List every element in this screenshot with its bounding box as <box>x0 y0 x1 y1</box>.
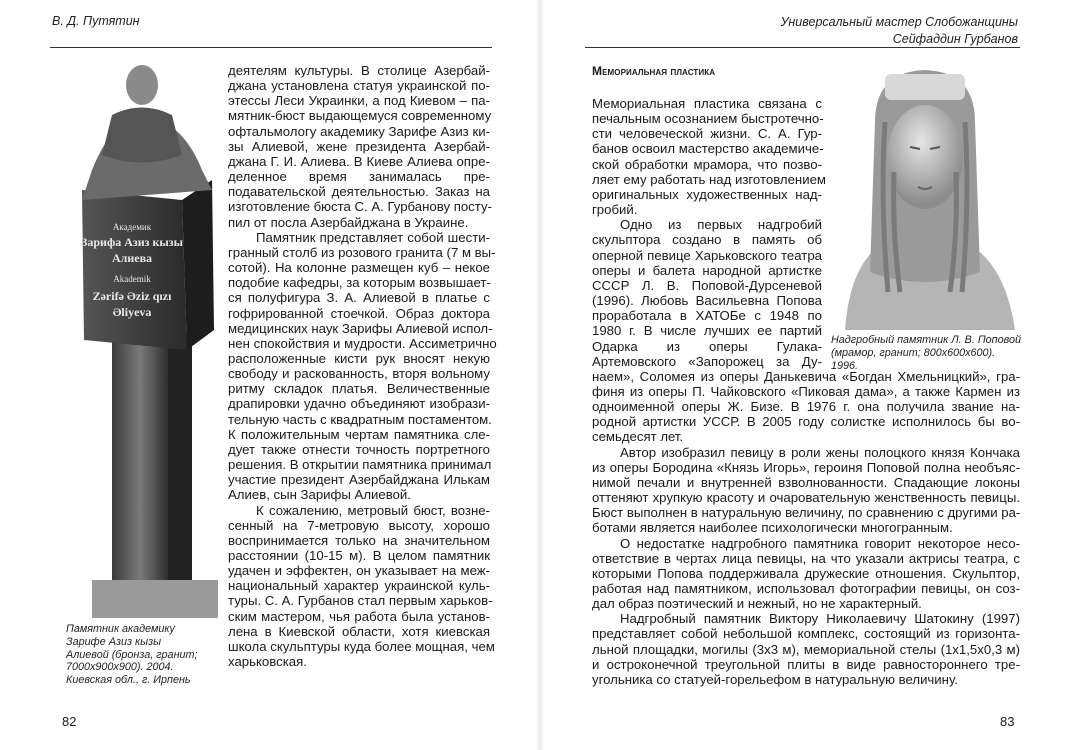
text-line: сотой). На колонне размещен куб – некое <box>228 260 490 276</box>
paragraph <box>592 96 1020 217</box>
text-line: школа скульптуры куда более мощная, чем <box>228 638 495 654</box>
paragraph <box>592 217 1020 444</box>
running-head-author: В. Д. Путятин <box>52 14 140 28</box>
text-line: лена в Киевской области, хотя киевская <box>228 623 490 639</box>
caption-line: Зарифе Азиз кызы <box>66 635 162 648</box>
text-line: Мемориальная пластика связана с <box>592 96 822 111</box>
right-body-text <box>592 96 1020 687</box>
text-line: К сожалению, метровый бюст, возне- <box>256 502 490 518</box>
header-rule <box>585 47 1020 48</box>
text-line: Надгробный памятник Виктору Николаевичу Шатокину (1997) <box>620 611 1020 627</box>
book-gutter <box>536 0 544 750</box>
text-line: ботами является наиболее психологически многогранным. <box>592 520 953 536</box>
text-line: ответствие в чертах лица певицы, на что указали актрисы театра, с <box>592 550 1020 566</box>
text-line: К положительным чертам памятника сле- <box>228 426 490 442</box>
text-line: свободу и раскованность, вторя вольному <box>228 366 490 382</box>
text-line: оперной певице Харьковского театра <box>592 247 822 263</box>
inscription-line: Akademik <box>113 274 151 284</box>
caption-line: Киевская обл., г. Ирпень <box>66 674 191 687</box>
text-line: сти человеческой жизни. С. А. Гур- <box>592 126 822 142</box>
text-line: оригинальных художественных над- <box>592 186 822 202</box>
text-line: Бюст выполнен в натуральную величину, по сравнению с другими ра- <box>592 505 1021 521</box>
inscription-line: Zərifə Əziz qızı <box>92 289 172 303</box>
caption-line: Алиевой (бронза, гранит; <box>66 648 198 661</box>
text-line: джана установлена статуя украинской по- <box>228 78 490 94</box>
caption-line: (мрамор, гранит; 800x600x600). <box>831 346 996 359</box>
text-line: мятник-бюст выдающемуся современному <box>228 108 492 124</box>
text-line: гранный столб из розового гранита (7 м вы- <box>228 244 496 260</box>
text-line: ритму складок платья. Величественные <box>228 381 490 397</box>
text-line: Одно из первых надгробий <box>620 217 822 233</box>
paragraph <box>592 611 1020 687</box>
text-line: туры. С. А. Гурбанов стал первым харьков- <box>228 593 493 609</box>
text-line: 1980 г. В числе лучших ее партий <box>592 323 822 339</box>
text-line: расположенные кисти рук вносят некую <box>228 350 490 366</box>
inscription-line: Зарифа Азиз кызы <box>81 235 183 249</box>
text-line: одноименной оперы Ж. Бизе. В 1976 г. она получила звание на- <box>592 399 1020 415</box>
text-line: работая над памятником, использовал фотографии певицы, он соз- <box>592 581 1020 596</box>
text-line: оперы и балета народной артистке <box>592 262 822 278</box>
text-line: Автор изобразил певицу в роли жены полоцкого князя Кончака <box>620 444 1020 460</box>
page-number-right: 83 <box>1000 714 1015 729</box>
text-line: тельную часть с квадратным постаментом. <box>228 411 492 427</box>
text-line: проработала в ХАТОБе с 1948 по <box>592 308 822 324</box>
text-line: нимой печали и внутренней взволнованности. Спадающие локоны <box>592 474 1020 490</box>
text-line: подобие кафедры, за которым возвышает- <box>228 275 491 291</box>
inscription-line: Академик <box>112 222 152 232</box>
inscription-line: Алиева <box>111 251 153 265</box>
text-line: медицинских наук Зарифы Алиевой испол- <box>228 320 493 336</box>
page-number-left: 82 <box>62 714 77 729</box>
text-line: банов освоил мастерство академиче- <box>592 141 824 157</box>
text-line: расстоянии (10-15 м). В целом памятник <box>228 548 490 563</box>
text-line: Артемовского «Запорожец за Ду- <box>592 353 822 369</box>
text-line: ся полуфигура З. А. Алиевой в платье с <box>228 290 490 306</box>
text-line: ской обработки мрамора, что позво- <box>592 156 822 172</box>
running-head-title <box>781 14 1018 48</box>
text-line: пил от посла Азербайджана в Украине. <box>228 214 469 230</box>
text-line: дует также отнести точность портретного <box>228 441 490 457</box>
text-line: воспринимается только на значительном <box>228 532 490 548</box>
caption-line: Памятник академику <box>66 623 175 635</box>
text-line: этессы Леси Украинки, а под Киевом – па- <box>228 93 490 109</box>
header-rule <box>50 47 492 48</box>
text-line: финя из оперы П. Чайковского «Пиковая дама», а также Кармен из <box>592 383 1020 399</box>
text-line: ским мастером, чья работа была установ- <box>228 608 490 624</box>
text-line: из оперы Бородина «Князь Игорь», героиня Поповой полна необъяс- <box>592 459 1020 475</box>
running-head-line: Сейфаддин Гурбанов <box>892 32 1018 46</box>
text-line: национальный характер украинской куль- <box>228 578 490 594</box>
text-line: печальным осознанием быстротечно- <box>592 111 824 127</box>
monument-photo <box>62 60 222 620</box>
text-line: скульптора создано в память об <box>592 232 822 248</box>
text-line: решения. В открытии памятника принимал <box>228 457 492 473</box>
paragraph <box>228 63 490 230</box>
text-line: подавательской деятельностью. Заказ на <box>228 184 490 200</box>
text-line: удачен и эффектен, он указывает на меж- <box>228 563 490 579</box>
text-line: угольника со статуей-горельефом в натуральную величину. <box>592 671 958 687</box>
text-line: деятелям культуры. В столице Азербай- <box>228 63 490 78</box>
caption-line: 7000x900x900). 2004. <box>66 661 174 674</box>
text-line: представляет собой небольшой комплекс, состоящий из горизонта- <box>592 626 1020 642</box>
text-line: наем», Соломея из оперы Данькевича «Богдан Хмельницкий», гра- <box>592 368 1020 384</box>
text-line: родной артистки УССР. В 2005 году солистке исполнилось бы во- <box>592 414 1020 430</box>
text-line: Одарка из оперы Гулака- <box>592 338 822 354</box>
text-line: гофрированной стоечкой. Образ доктора <box>228 305 490 321</box>
text-line: (1996). Любовь Васильевна Попова <box>592 293 822 309</box>
text-line: которыми Попова поддерживала дружеские отношения. Скульптор, <box>592 565 1020 581</box>
paragraph <box>228 229 497 503</box>
text-line: и остроконечной треугольной плиты в виде равностороннего тре- <box>592 656 1020 672</box>
text-line: дал образ поэтический и нежный, но не характерный. <box>592 596 922 612</box>
text-line: изготовление бюста С. А. Гурбанову посту- <box>228 199 492 215</box>
monument-caption <box>66 623 198 687</box>
text-line: семьдесят лет. <box>592 429 684 445</box>
caption-line: 1996. <box>831 359 859 372</box>
text-line: Памятник представляет собой шести- <box>256 229 490 245</box>
text-line: льной площадки, могилы (3x3 м), мемориальной стелы (1x1,5x0,3 м) <box>592 641 1020 657</box>
text-line: нен спокойствия и мудрости. Ассиметрично <box>228 335 497 351</box>
text-line: О недостатке надгробного памятника говорит некоторое несо- <box>620 535 1020 551</box>
text-line: гробий. <box>592 202 638 218</box>
text-line: СССР Л. В. Поповой-Дурсеневой <box>592 277 822 293</box>
caption-line: Надгробный памятник Л. В. Поповой <box>831 334 1022 346</box>
section-heading: Мемориальная пластика <box>592 64 716 78</box>
paragraph <box>592 536 1020 612</box>
text-line: зы Алиевой, жене президента Азербай- <box>228 138 490 154</box>
paragraph <box>592 445 1020 536</box>
left-body-text <box>228 63 497 670</box>
text-line: деленное время занималась пре- <box>228 169 490 185</box>
text-line: харьковская. <box>228 654 307 670</box>
text-line: джана Г. И. Алиева. В Киеве Алиева опре- <box>228 153 490 169</box>
text-line: ляет ему работать над изготовлением <box>592 171 826 187</box>
text-line: оттеняют хрупкую красоту и очаровательную женственность певицы. <box>592 490 1020 506</box>
text-line: офтальмологу академику Зарифе Азиз ки- <box>228 123 490 139</box>
text-line: Алиев, сын Зарифы Алиевой. <box>228 487 411 503</box>
inscription-line: Əliyeva <box>112 305 152 319</box>
paragraph <box>228 502 495 670</box>
text-line: драпировки удачно объединяют изобрази- <box>228 396 490 412</box>
running-head-line: Универсальный мастер Слобожанщины <box>780 15 1018 29</box>
text-line: участие президент Азербайджана Илькам <box>228 472 490 488</box>
text-line: сенный на 7-метровую высоту, хорошо <box>228 517 490 533</box>
